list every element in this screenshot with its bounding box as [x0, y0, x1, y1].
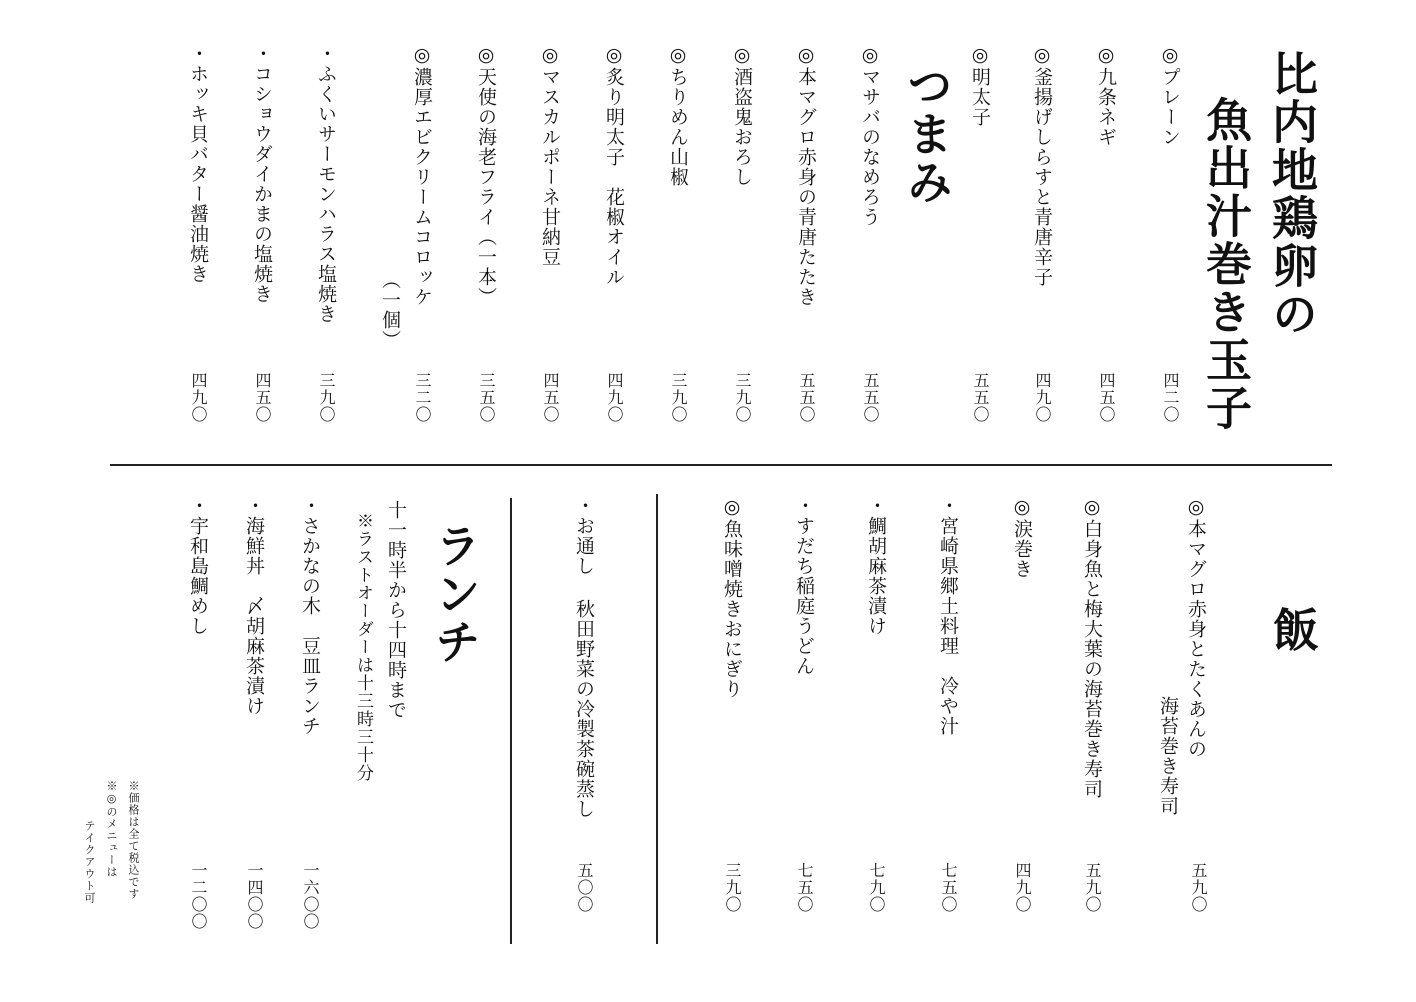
meshi-title: 飯 — [1266, 606, 1320, 654]
lunch-price-kaisendon: 一四〇〇 — [245, 862, 264, 930]
menu-price-aburi-mentaiko: 四九〇 — [605, 372, 624, 423]
menu-price-hokkigai: 四九〇 — [189, 372, 208, 423]
menu-item-maguro-takuan-line2: 海苔巻き寿司 — [1157, 696, 1179, 816]
menu-price-croquette: 三二〇 — [413, 372, 432, 423]
menu-price-inaniwa-udon: 七五〇 — [795, 862, 814, 913]
menu-item-ebi-fry: ◎天使の海老フライ（一本） — [475, 44, 497, 307]
menu-price-namero: 五五〇 — [861, 372, 880, 423]
menu-item-plain: ◎プレーン — [1159, 44, 1181, 147]
menu-price-salmon-harasu: 三九〇 — [317, 372, 336, 423]
menu-price-mentaiko: 五五〇 — [971, 372, 990, 423]
tamago-title-line2: 魚出汁巻き玉子 — [1199, 96, 1253, 432]
menu-price-maguro-tataki: 五五〇 — [797, 372, 816, 423]
menu-item-maguro-takuan: ◎本マグロ赤身とたくあんの — [1185, 496, 1207, 759]
menu-price-shirasu: 四九〇 — [1033, 372, 1052, 423]
section-divider-horizontal — [110, 464, 1332, 466]
menu-item-inaniwa-udon: ・すだち稲庭うどん — [793, 496, 815, 676]
tsumami-title: つまみ — [900, 62, 954, 206]
menu-price-namida-maki: 四九〇 — [1013, 862, 1032, 913]
menu-price-shuto-oroshi: 三九〇 — [733, 372, 752, 423]
menu-item-yaki-onigiri: ◎魚味噌焼きおにぎり — [721, 496, 743, 699]
lunch-last-order: ※ラストオーダーは十三時三十分 — [353, 512, 373, 782]
menu-price-koshodai: 四五〇 — [253, 372, 272, 423]
menu-item-koshodai: ・コショウダイかまの塩焼き — [251, 44, 273, 304]
section-divider-vertical-2 — [510, 498, 512, 944]
menu-price-mascarpone: 四五〇 — [541, 372, 560, 423]
menu-price-chirimen: 三九〇 — [669, 372, 688, 423]
lunch-item-mamezara: ・さかなの木 豆皿ランチ — [299, 496, 321, 736]
note-takeout: ※◎のメニューは — [105, 780, 118, 878]
menu-item-kujo-negi: ◎九条ネギ — [1095, 44, 1117, 147]
tamago-title-line1: 比内地鶏卵の — [1265, 50, 1319, 338]
menu-item-shuto-oroshi: ◎酒盗鬼おろし — [731, 44, 753, 187]
menu-item-chirimen: ◎ちりめん山椒 — [667, 44, 689, 187]
lunch-item-kaisendon: ・海鮮丼 〆胡麻茶漬け — [243, 496, 265, 716]
menu-item-namero: ◎マサバのなめろう — [859, 44, 881, 227]
menu-item-shirasu: ◎釜揚げしらすと青唐辛子 — [1031, 44, 1053, 287]
menu-price-tai-chazuke: 七九〇 — [867, 862, 886, 913]
menu-item-mentaiko: ◎明太子 — [969, 44, 991, 127]
menu-item-maguro-tataki: ◎本マグロ赤身の青唐たたき — [795, 44, 817, 307]
menu-price-otoshi: 五〇〇 — [575, 862, 594, 913]
menu-item-otoshi: ・お通し 秋田野菜の冷製茶碗蒸し — [573, 496, 595, 819]
menu-item-mascarpone: ◎マスカルポーネ甘納豆 — [539, 44, 561, 267]
menu-item-hiyajiru: ・宮崎県郷土料理 冷や汁 — [937, 496, 959, 736]
menu-price-ebi-fry: 三五〇 — [477, 372, 496, 423]
menu-item-croquette-count: （一個） — [379, 270, 401, 350]
note-takeout-line2: テイクアウト可 — [83, 820, 96, 904]
lunch-title: ランチ — [428, 522, 482, 666]
lunch-price-taimeshi: 一二〇〇 — [189, 862, 208, 930]
menu-price-maguro-takuan: 五九〇 — [1189, 862, 1208, 913]
menu-price-plain: 四二〇 — [1161, 372, 1180, 423]
lunch-price-mamezara: 一六〇〇 — [301, 862, 320, 930]
menu-item-croquette: ◎濃厚エビクリームコロッケ — [411, 44, 433, 307]
menu-item-tai-chazuke: ・鯛胡麻茶漬け — [865, 496, 887, 636]
lunch-item-taimeshi: ・宇和島鯛めし — [187, 496, 209, 636]
section-divider-vertical-1 — [656, 494, 658, 944]
menu-item-namida-maki: ◎涙巻き — [1011, 496, 1033, 579]
lunch-hours: 十一時半から十四時まで — [385, 500, 407, 720]
note-tax-included: ※価格は全て税込です — [127, 780, 140, 900]
menu-price-hiyajiru: 七五〇 — [939, 862, 958, 913]
menu-item-shiromi-ume: ◎白身魚と梅大葉の海苔巻き寿司 — [1081, 496, 1103, 799]
menu-price-shiromi-ume: 五九〇 — [1083, 862, 1102, 913]
menu-item-hokkigai: ・ホッキ貝バター醤油焼き — [187, 44, 209, 284]
menu-price-yaki-onigiri: 三九〇 — [723, 862, 742, 913]
menu-item-salmon-harasu: ・ふくいサーモンハラス塩焼き — [315, 44, 337, 324]
menu-item-aburi-mentaiko: ◎炙り明太子 花椒オイル — [603, 44, 625, 287]
menu-price-kujo-negi: 四五〇 — [1097, 372, 1116, 423]
